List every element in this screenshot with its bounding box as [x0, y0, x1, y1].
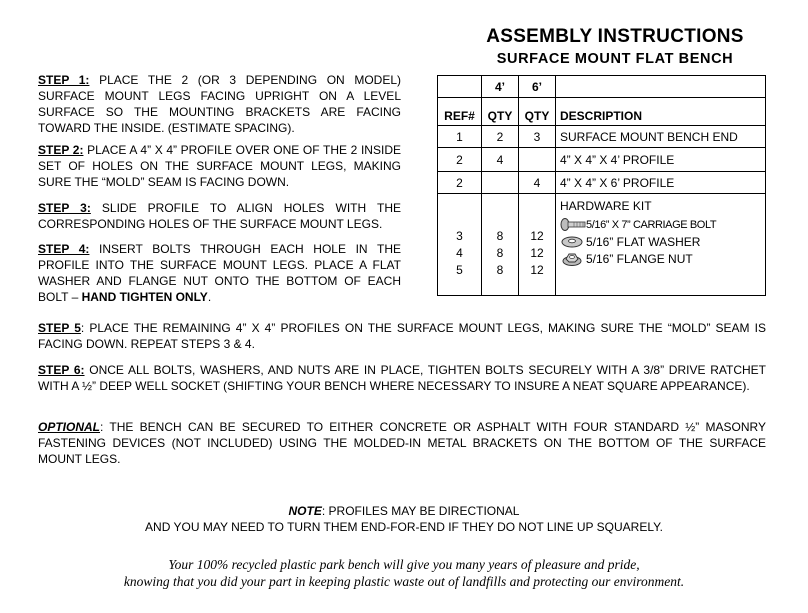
size-4ft-header: 4’: [482, 76, 519, 98]
empty-header-cell: [438, 76, 482, 98]
qty-4ft-cell: 2: [482, 126, 519, 148]
step-2: [38, 142, 401, 190]
hardware-qty6-washer: 12: [530, 246, 544, 260]
ref-cell: 1: [438, 126, 482, 148]
hardware-qty-4ft-cell: [482, 194, 519, 296]
hardware-nut-label: 5/16” FLANGE NUT: [586, 251, 693, 266]
flange-nut-icon: [560, 250, 586, 267]
hardware-item-washer: [560, 233, 765, 250]
qty-6ft-cell: [519, 148, 556, 172]
ref-cell: 2: [438, 172, 482, 194]
qty-4ft-column-header: QTY: [482, 98, 519, 126]
table-row: [438, 148, 766, 172]
table-row: [438, 172, 766, 194]
step-5: [38, 320, 766, 352]
step-4: [38, 241, 401, 305]
hardware-description-cell: [556, 194, 766, 296]
step-5-label: STEP 5: [38, 321, 81, 335]
step-5-text: : PLACE THE REMAINING 4” X 4” PROFILES ON THE SURFACE MOUNT LEGS, MAKING SURE THE “MOLD” SEAM IS FACING DOWN. REPEAT STEPS 3 & 4.: [38, 321, 766, 351]
empty-header-cell: [556, 76, 766, 98]
step-6: [38, 362, 766, 394]
description-column-header: DESCRIPTION: [556, 98, 766, 126]
step-1-label: STEP 1:: [38, 73, 90, 87]
step-3-text: SLIDE PROFILE TO ALIGN HOLES WITH THE CORRESPONDING HOLES OF THE SURFACE MOUNT LEGS.: [38, 201, 401, 231]
table-row: [438, 126, 766, 148]
hardware-washer-label: 5/16” FLAT WASHER: [586, 234, 701, 249]
description-cell: SURFACE MOUNT BENCH END: [556, 126, 766, 148]
hardware-kit-row: [438, 194, 766, 296]
step-2-text: PLACE A 4” X 4” PROFILE OVER ONE OF THE 2 INSIDE SET OF HOLES ON THE SURFACE MOUNT LEGS, MAKING SURE THE “MOLD” SEAM IS FACING DOWN.: [38, 143, 401, 189]
note-label: NOTE: [288, 504, 322, 518]
hardware-item-nut: [560, 250, 765, 267]
step-6-text: ONCE ALL BOLTS, WASHERS, AND NUTS ARE IN PLACE, TIGHTEN BOLTS SECURELY WITH A 3/8” DRIVE RATCHET WITH A ½” DEEP WELL SOCKET (SHIFTING YOUR BENCH WHERE NECESSARY TO INSURE A NEAT SQUARE APPEARANCE).: [38, 363, 766, 393]
note-line-1: [0, 503, 808, 519]
hardware-qty6-bolt: 12: [530, 229, 544, 243]
page-subtitle: SURFACE MOUNT FLAT BENCH: [496, 51, 734, 67]
step-6-label: STEP 6:: [38, 363, 85, 377]
hardware-ref-4: 4: [456, 246, 463, 260]
hardware-ref-5: 5: [456, 263, 463, 277]
closing-line-1: Your 100% recycled plastic park bench will give you many years of pleasure and pride,: [168, 557, 640, 572]
note-line-2: AND YOU MAY NEED TO TURN THEM END-FOR-END IF THEY DO NOT LINE UP SQUARELY.: [145, 520, 663, 534]
hardware-qty4-washer: 8: [496, 246, 504, 260]
flat-washer-icon: [560, 233, 586, 250]
step-4-end: .: [207, 290, 212, 304]
step-3: [38, 200, 401, 232]
qty-6ft-cell: 4: [519, 172, 556, 194]
step-3-label: STEP 3:: [38, 201, 91, 215]
optional-step: [38, 419, 766, 467]
ref-column-header: REF#: [438, 98, 482, 126]
hardware-qty4-bolt: 8: [496, 229, 504, 243]
step-4-text: INSERT BOLTS THROUGH EACH HOLE IN THE PROFILE INTO THE SURFACE MOUNT LEGS. PLACE A FLAT WASHER AND FLANGE NUT ONTO THE BOTTOM OF EACH BOLT –: [38, 242, 401, 304]
hardware-ref-3: 3: [456, 229, 463, 243]
qty-4ft-cell: [482, 172, 519, 194]
description-cell: 4” X 4” X 4’ PROFILE: [556, 148, 766, 172]
step-2-label: STEP 2:: [38, 143, 84, 157]
carriage-bolt-icon: [560, 216, 586, 233]
column-header-row: [438, 98, 766, 126]
step-4-emphasis: HAND TIGHTEN ONLY: [81, 290, 208, 304]
description-cell: 4” X 4” X 6’ PROFILE: [556, 172, 766, 194]
step-1-text: PLACE THE 2 (OR 3 DEPENDING ON MODEL) SURFACE MOUNT LEGS FACING UPRIGHT ON A LEVEL SURFACE SO THE MOUNTING BRACKETS ARE FACING TOWARD THE INSIDE. (ESTIMATE SPACING).: [38, 73, 401, 135]
hardware-ref-cell: [438, 194, 482, 296]
qty-6ft-column-header: QTY: [519, 98, 556, 126]
hardware-kit-title: HARDWARE KIT: [560, 199, 652, 213]
qty-6ft-cell: 3: [519, 126, 556, 148]
closing-line-2: knowing that you did your part in keeping plastic waste out of landfills and protecting our environment.: [123, 574, 685, 589]
hardware-qty4-nut: 8: [496, 263, 504, 277]
hardware-item-bolt: [560, 216, 765, 233]
hardware-qty-6ft-cell: [519, 194, 556, 296]
optional-label: OPTIONAL: [38, 420, 100, 434]
size-header-row: [438, 76, 766, 98]
hardware-bolt-label: 5/16” X 7” CARRIAGE BOLT: [586, 218, 717, 231]
size-6ft-header: 6’: [519, 76, 556, 98]
qty-4ft-cell: 4: [482, 148, 519, 172]
note-text: : PROFILES MAY BE DIRECTIONAL: [321, 504, 520, 518]
step-1: [38, 72, 401, 136]
step-4-label: STEP 4:: [38, 242, 90, 256]
page-title: ASSEMBLY INSTRUCTIONS: [486, 26, 744, 47]
hardware-qty6-nut: 12: [530, 263, 544, 277]
ref-cell: 2: [438, 148, 482, 172]
parts-table: [437, 75, 766, 296]
optional-text: : THE BENCH CAN BE SECURED TO EITHER CONCRETE OR ASPHALT WITH FOUR STANDARD ½” MASONRY FASTENING DEVICES (NOT INCLUDED) USING THE MOLDED-IN METAL BRACKETS ON THE BOTTOM OF THE SURFACE MOUNT LEGS.: [38, 420, 766, 466]
